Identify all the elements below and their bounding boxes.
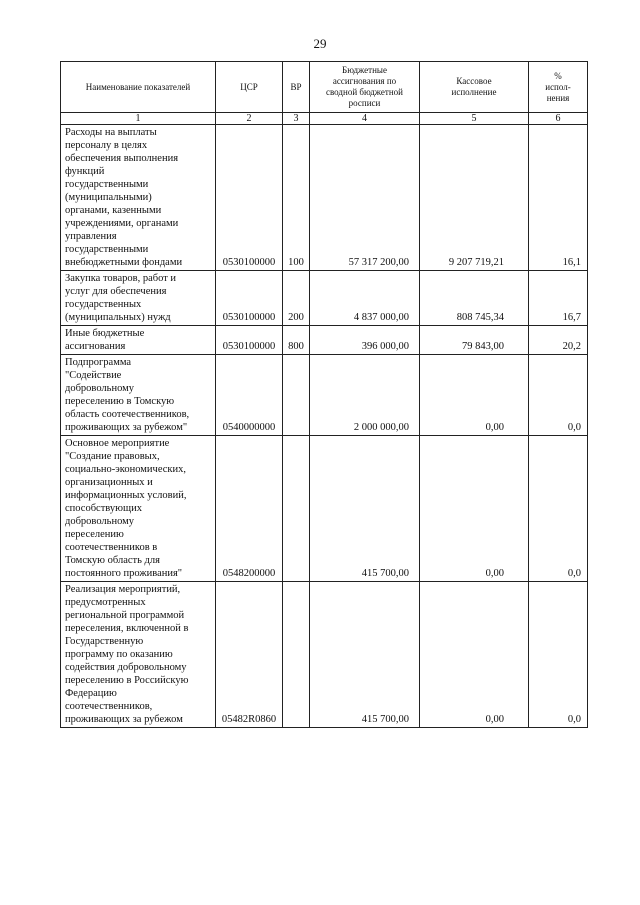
row-percent-cell: 0,0 — [529, 436, 588, 582]
row-csr-cell: 0540000000 — [216, 355, 283, 436]
row-cash-cell: 0,00 — [420, 436, 529, 582]
header-name: Наименование показателей — [61, 62, 216, 113]
row-cash-cell: 9 207 719,21 — [420, 125, 529, 271]
header-csr: ЦСР — [216, 62, 283, 113]
row-vr-cell: 200 — [283, 271, 310, 326]
row-name-cell: Реализация мероприятий, предусмотренных региональной программой переселения, включенной в Государственную программу по оказанию содействия добровольному переселению в Российскую Федерацию соотечественников, проживающих за рубежом — [61, 582, 216, 728]
row-budget-cell: 415 700,00 — [310, 436, 420, 582]
table-row — [61, 326, 588, 355]
column-number: 1 — [61, 113, 216, 125]
column-number-row — [61, 113, 588, 125]
row-cash-cell: 0,00 — [420, 582, 529, 728]
row-budget-cell: 57 317 200,00 — [310, 125, 420, 271]
row-vr-cell: 800 — [283, 326, 310, 355]
row-name-cell: Иные бюджетные ассигнования — [61, 326, 216, 355]
table-row — [61, 436, 588, 582]
row-percent-cell: 0,0 — [529, 582, 588, 728]
row-csr-cell: 0548200000 — [216, 436, 283, 582]
row-percent-cell: 16,1 — [529, 125, 588, 271]
header-row — [61, 62, 588, 113]
header-budget: Бюджетные ассигнования по сводной бюджетной росписи — [310, 62, 420, 113]
row-budget-cell: 396 000,00 — [310, 326, 420, 355]
row-name-cell: Основное мероприятие "Создание правовых, социально-экономических, организационных и информационных условий, способствующих добровольному переселению соотечественников в Томскую область для постоянного проживания" — [61, 436, 216, 582]
row-cash-cell: 79 843,00 — [420, 326, 529, 355]
header-percent: % испол- нения — [529, 62, 588, 113]
row-vr-cell — [283, 355, 310, 436]
row-vr-cell — [283, 436, 310, 582]
header-cash: Кассовое исполнение — [420, 62, 529, 113]
row-percent-cell: 0,0 — [529, 355, 588, 436]
row-csr-cell: 0530100000 — [216, 271, 283, 326]
row-name-cell: Закупка товаров, работ и услуг для обеспечения государственных (муниципальных) нужд — [61, 271, 216, 326]
row-percent-cell: 16,7 — [529, 271, 588, 326]
row-vr-cell — [283, 582, 310, 728]
column-number: 4 — [310, 113, 420, 125]
row-csr-cell: 05482R0860 — [216, 582, 283, 728]
page-number: 29 — [313, 36, 327, 51]
row-budget-cell: 2 000 000,00 — [310, 355, 420, 436]
row-cash-cell: 0,00 — [420, 355, 529, 436]
column-number: 3 — [283, 113, 310, 125]
row-csr-cell: 0530100000 — [216, 125, 283, 271]
row-budget-cell: 415 700,00 — [310, 582, 420, 728]
header-vr: ВР — [283, 62, 310, 113]
table-row — [61, 125, 588, 271]
row-budget-cell: 4 837 000,00 — [310, 271, 420, 326]
row-cash-cell: 808 745,34 — [420, 271, 529, 326]
column-number: 5 — [420, 113, 529, 125]
row-percent-cell: 20,2 — [529, 326, 588, 355]
table-row — [61, 271, 588, 326]
column-number: 6 — [529, 113, 588, 125]
budget-execution-table — [60, 61, 588, 728]
row-name-cell: Расходы на выплаты персоналу в целях обеспечения выполнения функций государственными (муниципальными) органами, казенными учреждениями, органами управления государственными внебюджетными фондами — [61, 125, 216, 271]
column-number: 2 — [216, 113, 283, 125]
row-name-cell: Подпрограмма "Содействие добровольному переселению в Томскую область соотечественников, проживающих за рубежом" — [61, 355, 216, 436]
row-csr-cell: 0530100000 — [216, 326, 283, 355]
table-row — [61, 355, 588, 436]
row-vr-cell: 100 — [283, 125, 310, 271]
table-row — [61, 582, 588, 728]
